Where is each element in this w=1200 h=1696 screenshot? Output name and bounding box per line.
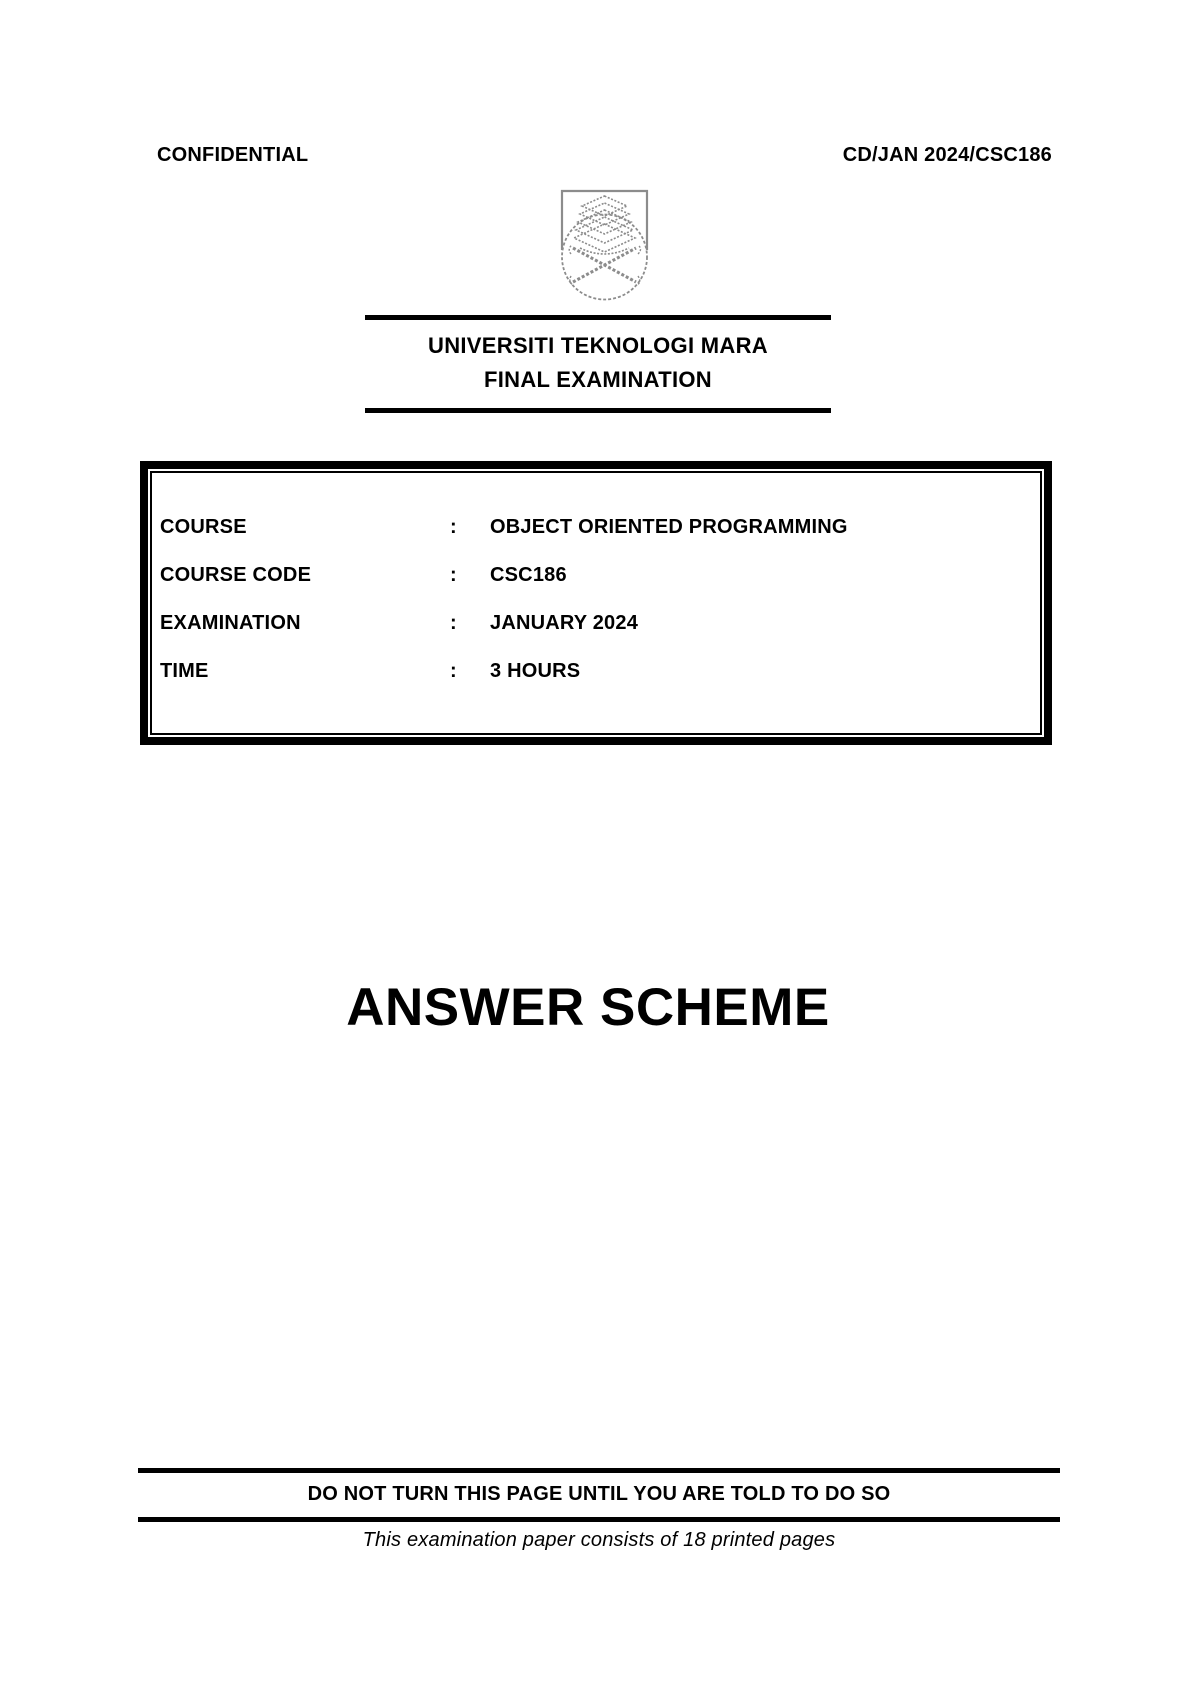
title-block xyxy=(365,315,831,413)
course-details-inner xyxy=(150,471,1042,735)
confidential-label: CONFIDENTIAL xyxy=(157,144,309,166)
course-code-separator: : xyxy=(450,564,457,586)
detail-row-course xyxy=(160,517,1030,537)
examination-separator: : xyxy=(450,612,457,634)
detail-row-examination xyxy=(160,613,1030,633)
course-details-box xyxy=(140,461,1052,745)
course-separator: : xyxy=(450,516,457,538)
examination-label: EXAMINATION xyxy=(160,612,301,634)
course-code-value: CSC186 xyxy=(490,564,567,586)
footer-block xyxy=(138,1468,1060,1552)
page-header xyxy=(157,144,1052,167)
uitm-crest-icon xyxy=(558,186,652,302)
footer-warning-text: DO NOT TURN THIS PAGE UNTIL YOU ARE TOLD TO DO SO xyxy=(307,1483,891,1505)
exam-title: FINAL EXAMINATION xyxy=(484,367,712,392)
detail-row-time xyxy=(160,661,1030,681)
answer-scheme-heading: ANSWER SCHEME xyxy=(346,978,830,1037)
examination-value: JANUARY 2024 xyxy=(490,612,639,634)
course-label: COURSE xyxy=(160,516,247,538)
time-separator: : xyxy=(450,660,457,682)
uitm-crest-logo xyxy=(558,186,652,302)
course-value: OBJECT ORIENTED PROGRAMMING xyxy=(490,516,848,538)
time-value: 3 HOURS xyxy=(490,660,581,682)
paper-code-label: CD/JAN 2024/CSC186 xyxy=(842,144,1052,166)
footer-page-count-note: This examination paper consists of 18 printed pages xyxy=(362,1529,836,1551)
time-label: TIME xyxy=(160,660,209,682)
detail-row-course-code xyxy=(160,565,1030,585)
university-name: UNIVERSITI TEKNOLOGI MARA xyxy=(428,333,768,358)
course-code-label: COURSE CODE xyxy=(160,564,312,586)
